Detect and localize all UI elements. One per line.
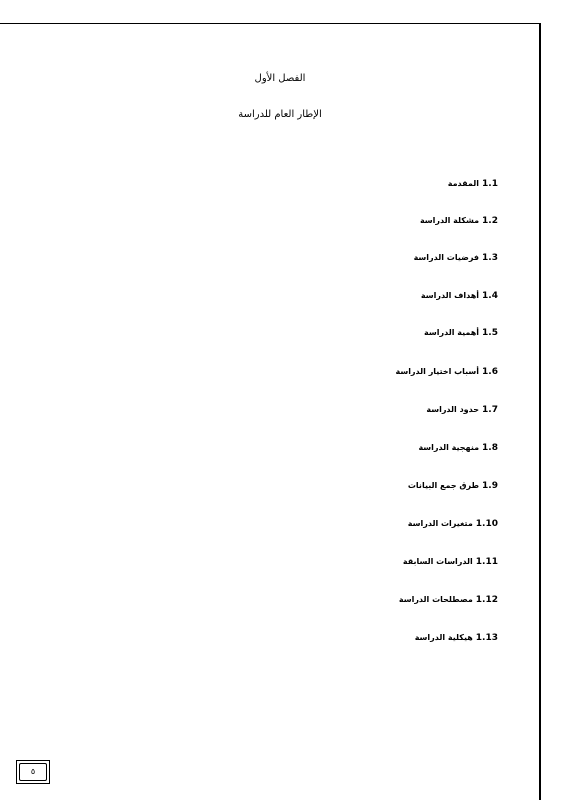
toc-label: منهجية الدراسة xyxy=(418,443,480,452)
toc-item-1-8 xyxy=(418,442,498,454)
toc-number: 1.2 xyxy=(482,216,498,226)
toc-number: 1.5 xyxy=(482,328,498,338)
toc-number: 1.9 xyxy=(482,481,498,491)
toc-label: فرضيات الدراسة xyxy=(413,253,480,262)
toc-item-1-10 xyxy=(408,518,498,530)
toc-number: 1.10 xyxy=(475,519,498,529)
toc-number: 1.8 xyxy=(482,443,498,453)
toc-number: 1.7 xyxy=(482,405,498,415)
toc-number: 1.13 xyxy=(475,633,498,643)
toc-label: مشكلة الدراسة xyxy=(419,216,480,225)
toc-item-1-13 xyxy=(415,632,498,644)
toc-label: حدود الدراسة xyxy=(426,405,480,414)
toc-number: 1.4 xyxy=(482,291,498,301)
toc-item-1-1 xyxy=(448,178,498,190)
toc-number: 1.3 xyxy=(482,253,498,263)
toc-label: الدراسات السابقة xyxy=(402,557,473,566)
toc-number: 1.6 xyxy=(482,367,498,377)
page-number: ٥ xyxy=(16,760,50,784)
chapter-subtitle: الإطار العام للدراسة xyxy=(238,109,322,120)
toc-number: 1.12 xyxy=(475,595,498,605)
toc-number: 1.1 xyxy=(482,179,498,189)
toc-item-1-7 xyxy=(426,404,498,416)
toc-label: أهداف الدراسة xyxy=(420,291,480,300)
toc-label: هيكلية الدراسة xyxy=(414,633,473,642)
toc-number: 1.11 xyxy=(475,557,498,567)
toc-label: متغيرات الدراسة xyxy=(407,519,473,528)
toc-label: المقدمة xyxy=(447,179,480,188)
toc-item-1-3 xyxy=(414,252,498,264)
toc-item-1-12 xyxy=(399,594,498,606)
toc-item-1-11 xyxy=(403,556,498,568)
toc-label: أهمية الدراسة xyxy=(424,328,480,337)
toc-label: أسباب اختيار الدراسة xyxy=(395,367,480,376)
toc-item-1-2 xyxy=(420,215,498,227)
toc-item-1-4 xyxy=(421,290,498,302)
toc-label: مصطلحات الدراسة xyxy=(398,595,473,604)
toc-label: طرق جمع البيانات xyxy=(407,481,480,490)
chapter-title: الفصل الأول xyxy=(254,73,306,84)
toc-item-1-9 xyxy=(408,480,498,492)
toc-item-1-5 xyxy=(424,327,498,339)
toc-item-1-6 xyxy=(395,366,498,378)
